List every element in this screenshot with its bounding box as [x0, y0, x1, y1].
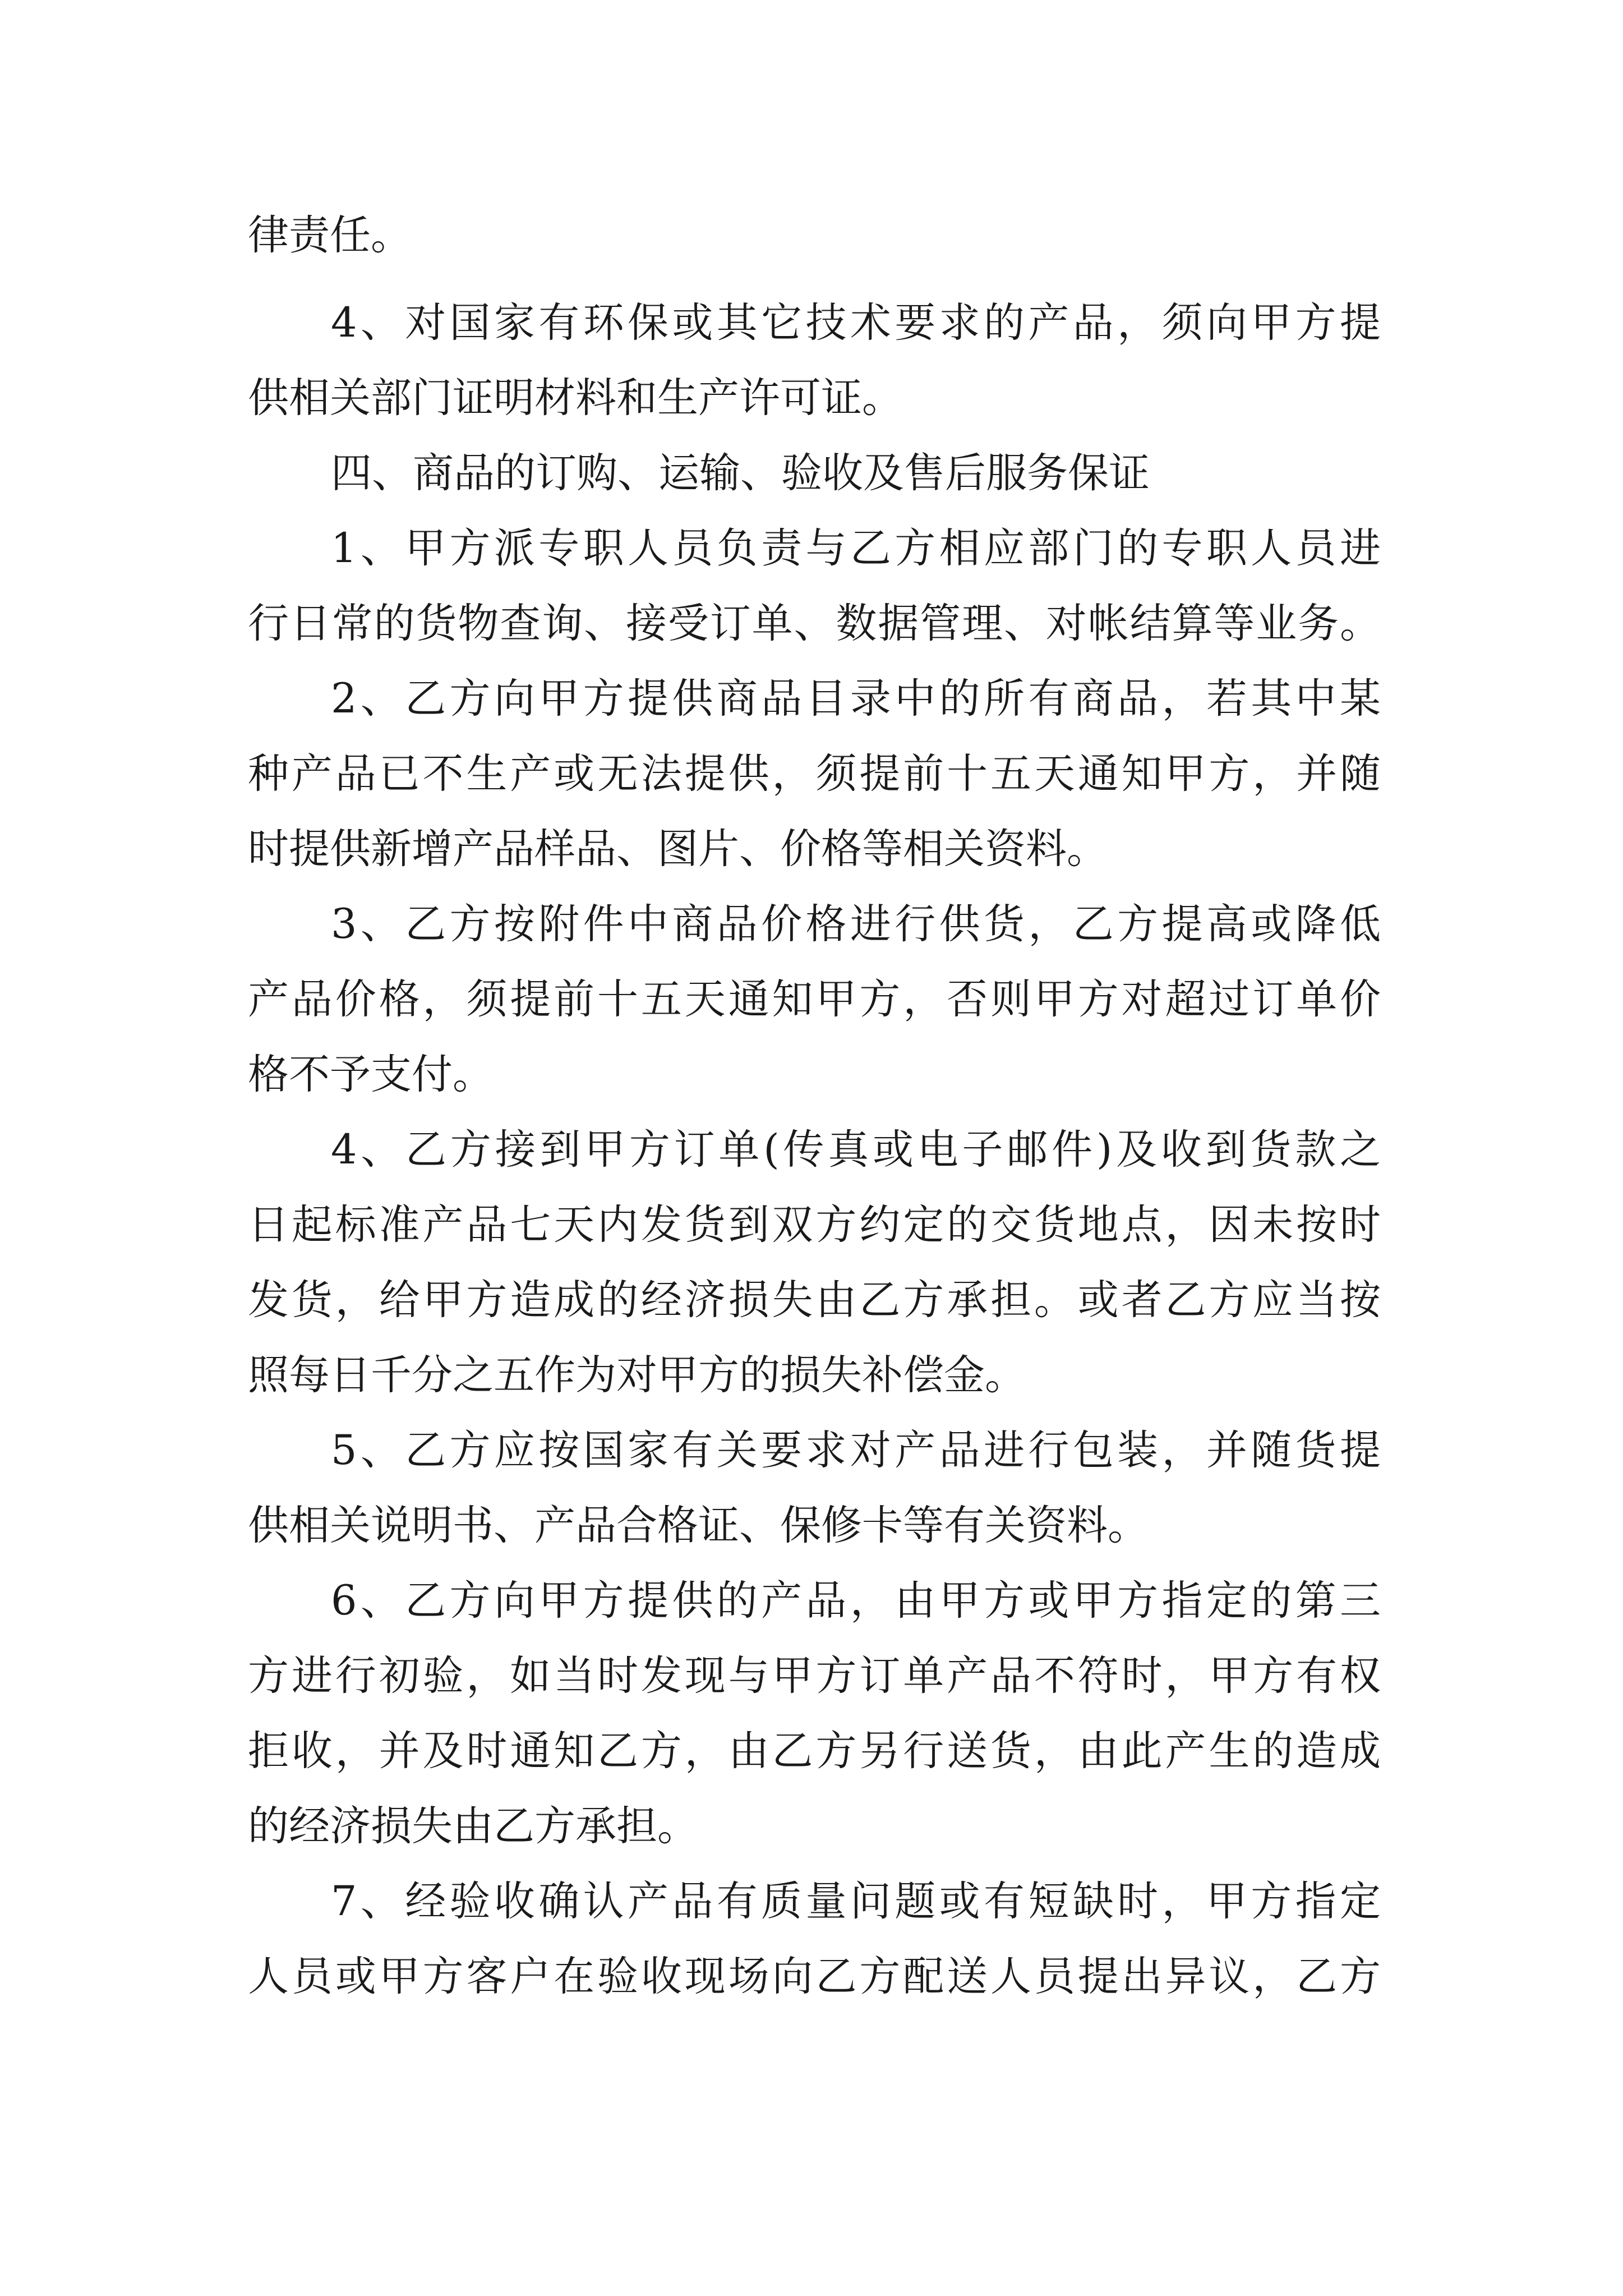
- text-line: 7、经验收确认产品有质量问题或有短缺时，甲方指定: [331, 1878, 1381, 1925]
- text-line: 4、对国家有环保或其它技术要求的产品，须向甲方提: [331, 299, 1381, 347]
- section-heading: 四、商品的订购、运输、验收及售后服务保证: [331, 449, 1150, 497]
- text-line: 拒收，并及时通知乙方，由乙方另行送货，由此产生的造成: [248, 1727, 1381, 1775]
- text-line: 供相关部门证明材料和生产许可证。: [248, 374, 903, 422]
- text-line: 方进行初验，如当时发现与甲方订单产品不符时，甲方有权: [248, 1652, 1381, 1700]
- text-line: 律责任。: [248, 211, 412, 259]
- text-line: 格不予支付。: [248, 1051, 494, 1098]
- text-line: 2、乙方向甲方提供商品目录中的所有商品，若其中某: [331, 675, 1381, 723]
- text-line: 6、乙方向甲方提供的产品，由甲方或甲方指定的第三: [331, 1577, 1381, 1625]
- text-line: 5、乙方应按国家有关要求对产品进行包装，并随货提: [331, 1427, 1381, 1474]
- text-line: 发货，给甲方造成的经济损失由乙方承担。或者乙方应当按: [248, 1276, 1381, 1324]
- text-line: 照每日千分之五作为对甲方的损失补偿金。: [248, 1351, 1026, 1399]
- text-line: 人员或甲方客户在验收现场向乙方配送人员提出异议，乙方: [248, 1953, 1381, 2000]
- text-line: 4、乙方接到甲方订单(传真或电子邮件)及收到货款之: [331, 1126, 1381, 1174]
- text-line: 日起标准产品七天内发货到双方约定的交货地点，因未按时: [248, 1201, 1381, 1249]
- text-line: 行日常的货物查询、接受订单、数据管理、对帐结算等业务。: [248, 600, 1381, 647]
- text-line: 种产品已不生产或无法提供，须提前十五天通知甲方，并随: [248, 750, 1381, 798]
- text-line: 3、乙方按附件中商品价格进行供货，乙方提高或降低: [331, 900, 1381, 948]
- text-line: 时提供新增产品样品、图片、价格等相关资料。: [248, 825, 1108, 873]
- text-line: 1、甲方派专职人员负责与乙方相应部门的专职人员进: [331, 524, 1381, 572]
- text-line: 供相关说明书、产品合格证、保修卡等有关资料。: [248, 1502, 1149, 1549]
- text-line: 产品价格，须提前十五天通知甲方，否则甲方对超过订单价: [248, 976, 1381, 1023]
- text-line: 的经济损失由乙方承担。: [248, 1802, 698, 1850]
